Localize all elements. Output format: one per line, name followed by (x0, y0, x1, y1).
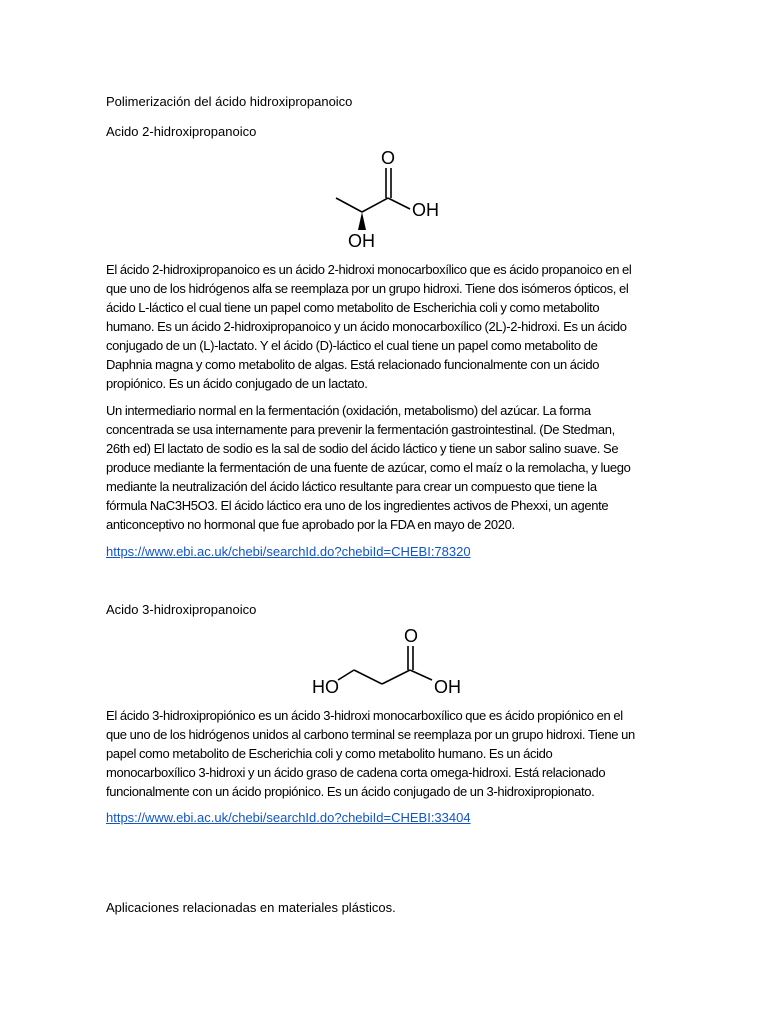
bond-ho-c3 (338, 670, 354, 680)
bond-c2-c1 (382, 670, 410, 684)
3-hydroxypropanoic-acid-structure (308, 624, 468, 705)
bond-methyl (336, 198, 362, 212)
section-heading-applications: Aplicaciones relacionadas en materiales plásticos. (106, 900, 396, 915)
carbonyl-o-label: O (381, 148, 396, 168)
chebi-link-78320[interactable]: https://www.ebi.ac.uk/chebi/searchId.do?chebiId=CHEBI:78320 (106, 544, 471, 559)
carbonyl-o-label: O (404, 626, 419, 646)
paragraph-3hp-description: El ácido 3-hidroxipropiónico es un ácido 3-hidroxi monocarboxílico que es ácido propiónico en el que uno de los hidrógenos unidos al carbono terminal se reemplaza por un grupo hidroxi. Tiene un papel como metabolito de Escherichia coli y como metabolito humano. Es un ácido monocarboxílico 3-hidroxi y un ácido graso de cadena corta omega-hidroxi. Está relacionado funcionalmente con un ácido propiónico. Es un ácido conjugado de un 3-hidroxipropionato. (106, 708, 635, 799)
document-title: Polimerización del ácido hidroxipropanoico (106, 94, 353, 109)
acid-oh-label: OH (434, 677, 461, 697)
bond-acid-oh (388, 198, 410, 209)
ho-label: HO (312, 677, 339, 697)
section-heading-3-hydroxypropanoic: Acido 3-hidroxipropanoico (106, 602, 257, 617)
bond-c2-c3 (362, 198, 388, 212)
lactic-acid-structure (332, 148, 452, 257)
paragraph-lactic-description: El ácido 2-hidroxipropanoico es un ácido 2-hidroxi monocarboxílico que es ácido propanoico en el que uno de los hidrógenos alfa se reemplaza por un grupo hidroxi. Tiene dos isómeros ópticos, el ácido L-láctico el cual tiene un papel como metabolito de Escherichia coli y como metabolito humano. Es un ácido 2-hidroxipropanoico y un ácido monocarboxílico (2L)-2-hidroxi. Es un ácido conjugado de un (L)-lactato. Y el ácido (D)-láctico el cual tiene un papel como metabolito de Daphnia magna y como metabolito de algas. Está relacionado funcionalmente con un ácido propiónico. Es un ácido conjugado de un lactato. (106, 262, 632, 391)
bond-acid-oh (410, 670, 432, 680)
alpha-oh-label: OH (348, 231, 375, 251)
chebi-link-33404[interactable]: https://www.ebi.ac.uk/chebi/searchId.do?chebiId=CHEBI:33404 (106, 810, 471, 825)
paragraph-lactic-fermentation: Un intermediario normal en la fermentación (oxidación, metabolismo) del azúcar. La forma concentrada se usa internamente para prevenir la fermentación gastrointestinal. (De Stedman, 26th ed) El lactato de sodio es la sal de sodio del ácido láctico y tiene un sabor salino suave. Se produce mediante la fermentación de una fuente de azúcar, como el maíz o la remolacha, y luego mediante la neutralización del ácido láctico resultante para crear un compuesto que tiene la fórmula NaC3H5O3. El ácido láctico era uno de los ingredientes activos de Phexxi, un agente anticonceptivo no hormonal que fue aprobado por la FDA en mayo de 2020. (106, 403, 631, 532)
acid-oh-label: OH (412, 200, 439, 220)
section-heading-2-hydroxypropanoic: Acido 2-hidroxipropanoico (106, 124, 257, 139)
wedge-bond (358, 212, 366, 230)
bond-c3-c2 (354, 670, 382, 684)
